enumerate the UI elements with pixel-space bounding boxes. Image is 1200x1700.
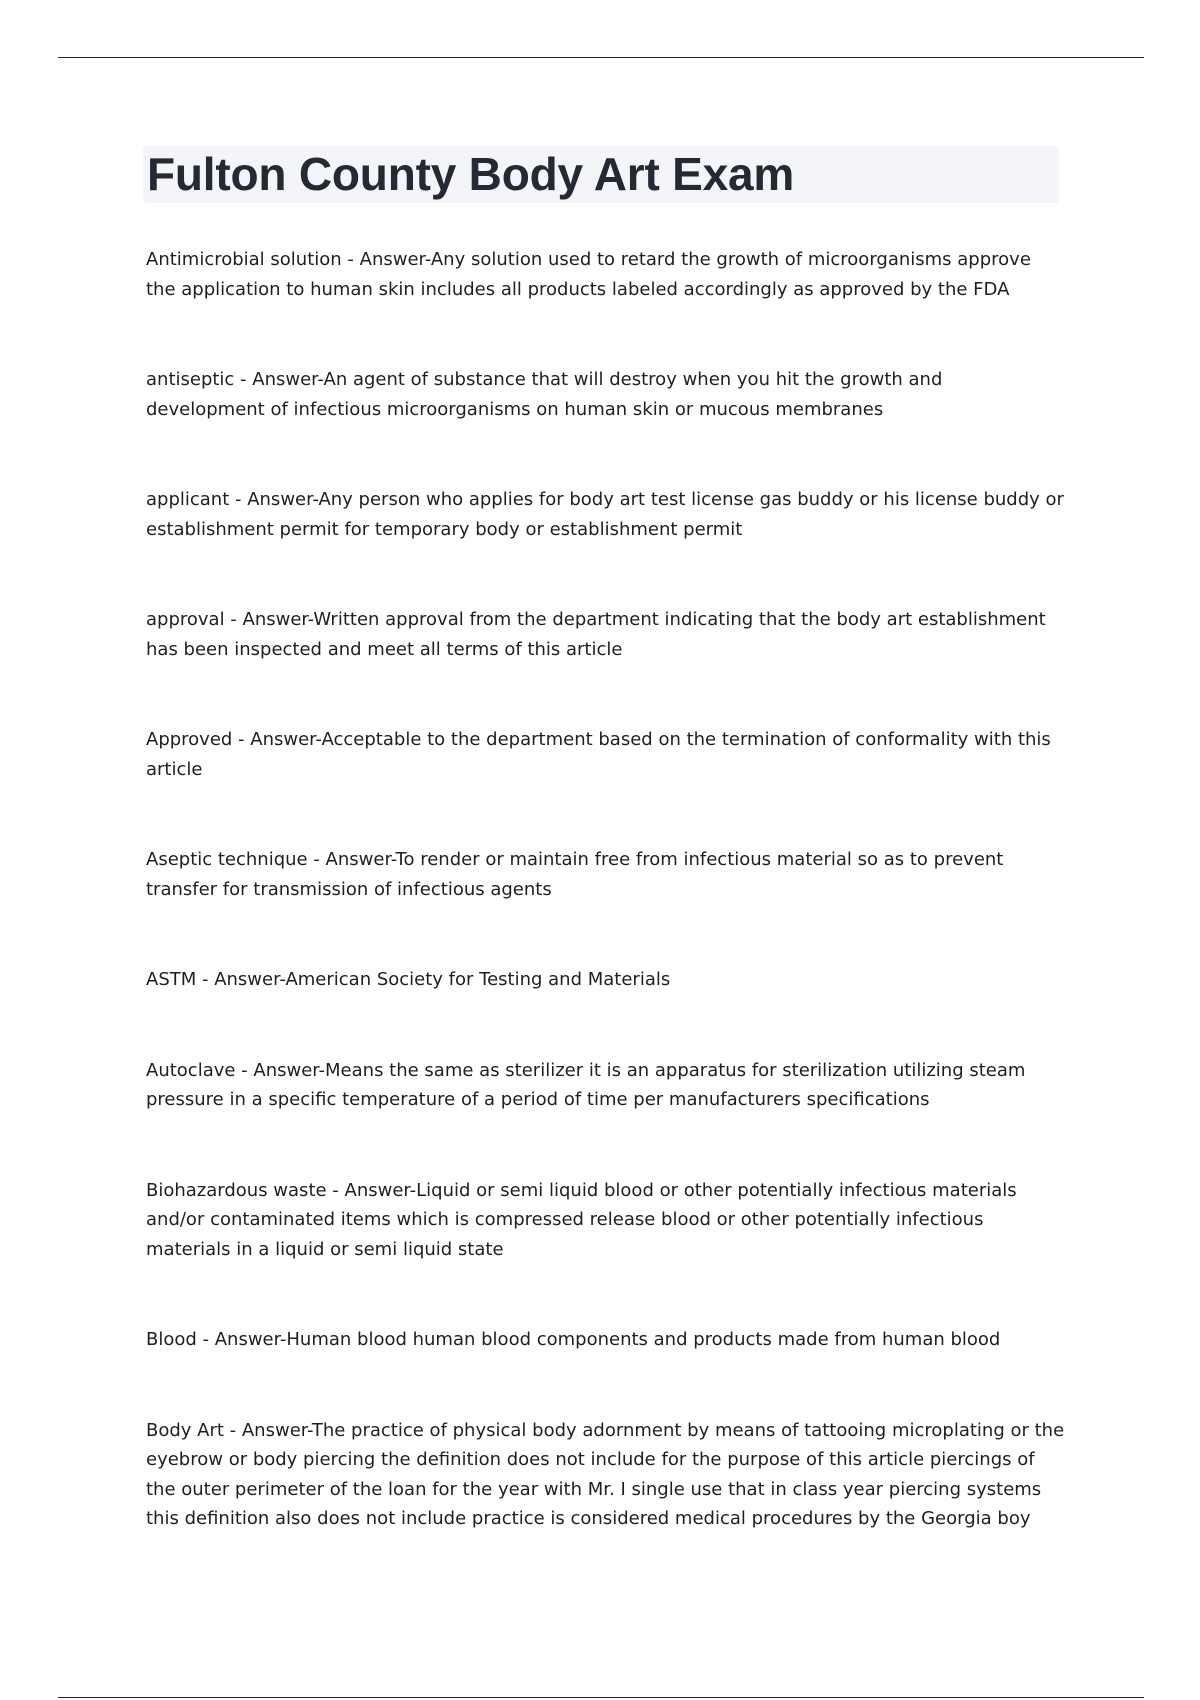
term-approval: approval - Answer-Written approval from the department indicating that the body art establishment has been inspected and meet all terms of this article [146, 609, 1046, 660]
bottom-divider [58, 1697, 1144, 1698]
top-divider [58, 57, 1144, 58]
term-approved: Approved - Answer-Acceptable to the department based on the termination of conformality with this article [146, 729, 1051, 780]
term-astm: ASTM - Answer-American Society for Testing and Materials [146, 969, 671, 990]
page-title: Fulton County Body Art Exam [147, 148, 795, 200]
term-applicant: applicant - Answer-Any person who applies for body art test license gas buddy or his license buddy or establishment permit for temporary body or establishment permit [146, 489, 1064, 540]
term-aseptic-technique: Aseptic technique - Answer-To render or maintain free from infectious material so as to prevent transfer for transmission of infectious agents [146, 849, 1004, 900]
term-antimicrobial-solution: Antimicrobial solution - Answer-Any solution used to retard the growth of microorganisms approve the application to human skin includes all products labeled accordingly as approved by the FDA [146, 249, 1031, 300]
term-biohazardous-waste: Biohazardous waste - Answer-Liquid or semi liquid blood or other potentially infectious materials and/or contaminated items which is compressed release blood or other potentially infectious materials in a liquid or semi liquid state [146, 1179, 1017, 1260]
flashcard-list [146, 245, 1066, 1534]
term-antiseptic: antiseptic - Answer-An agent of substance that will destroy when you hit the growth and development of infectious microorganisms on human skin or mucous membranes [146, 369, 943, 420]
term-body-art: Body Art - Answer-The practice of physical body adornment by means of tattooing microplating or the eyebrow or body piercing the definition does not include for the purpose of this article piercings of the outer perimeter of the loan for the year with Mr. I single use that in class year piercing systems this definition also does not include practice is considered medical procedures by the Georgia boy [146, 1419, 1065, 1529]
term-autoclave: Autoclave - Answer-Means the same as sterilizer it is an apparatus for sterilization utilizing steam pressure in a specific temperature of a period of time per manufacturers specifications [146, 1059, 1026, 1110]
term-blood: Blood - Answer-Human blood human blood components and products made from human blood [146, 1329, 1001, 1350]
